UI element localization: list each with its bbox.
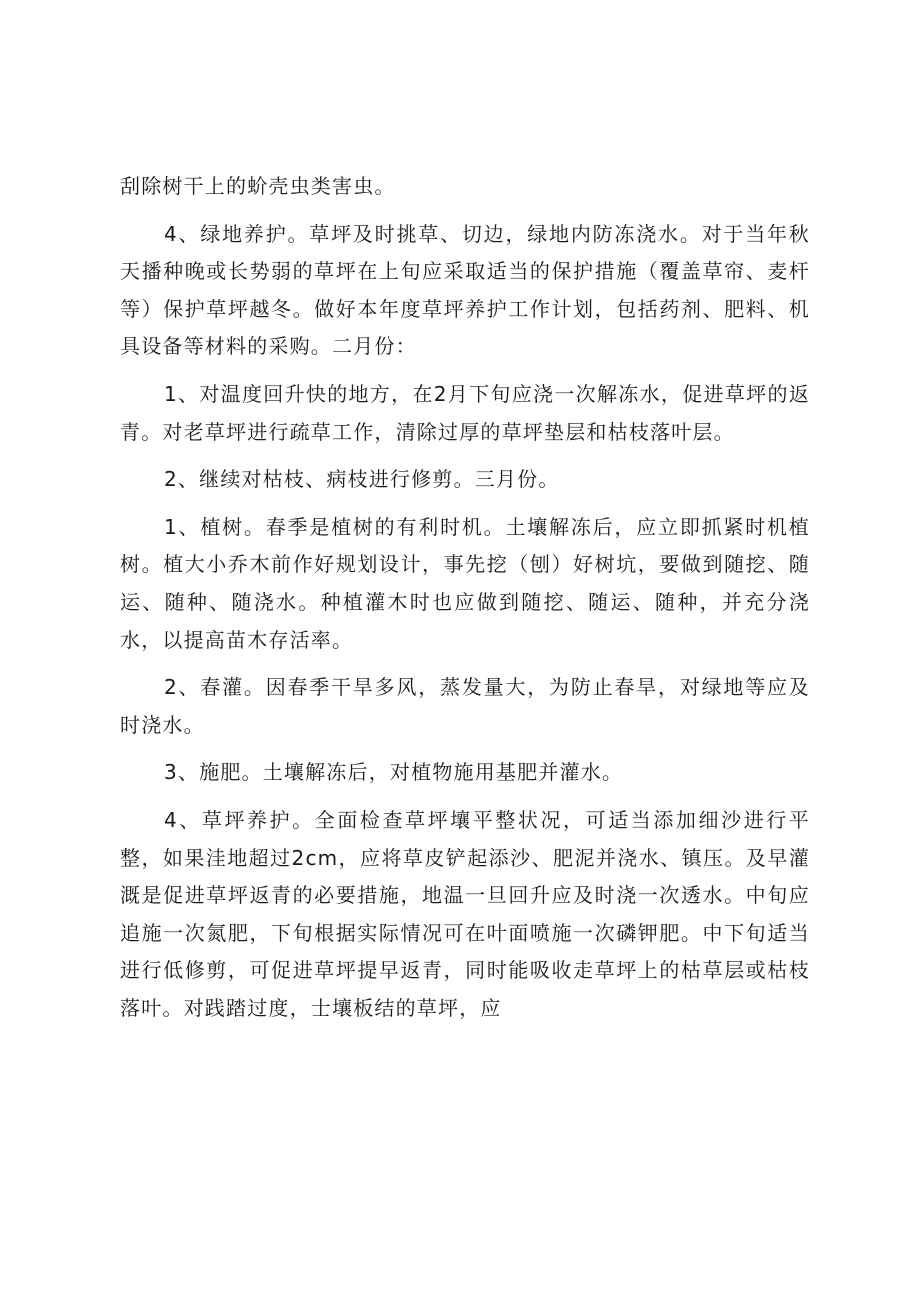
document-body [120,168,810,1027]
paragraph-8: 4、草坪养护。全面检查草坪壤平整状况，可适当添加细沙进行平整，如果洼地超过2cm，应将草皮铲起添沙、肥泥并浇水、镇压。及早灌溉是促进草坪返青的必要措施，地温一旦回升应及时浇一次透水。中旬应追施一次氮肥，下旬根据实际情况可在叶面喷施一次磷钾肥。中下旬适当进行低修剪，可促进草坪提早返青，同时能吸收走草坪上的枯草层或枯枝落叶。对践踏过度，士壤板结的草坪，应 [120,807,810,1020]
paragraph-gap [120,366,810,376]
paragraph-7: 3、施肥。土壤解冻后，对植物施用基肥并灌水。 [164,760,624,785]
paragraph-gap [120,792,810,802]
paragraph-gap [120,744,810,754]
paragraph-2: 4、绿地养护。草坪及时挑草、切边，绿地内防冻浇水。对于当年秋天播种晚或长势弱的草坪在上旬应采取适当的保护措施（覆盖草帘、麦杆等）保护草坪越冬。做好本年度草坪养护工作计划，包括药剂、肥料、机具设备等材料的采购。二月份： [120,221,810,359]
paragraph-gap [120,499,810,509]
paragraph-6: 2、春灌。因春季干旱多风，蒸发量大，为防止春旱，对绿地等应及时浇水。 [120,675,810,737]
paragraph-4: 2、继续对枯枝、病枝进行修剪。三月份。 [164,467,560,492]
paragraph-5: 1、植树。春季是植树的有利时机。土壤解冻后，应立即抓紧时机植树。植大小乔木前作好规划设计，事先挖（刨）好树坑，要做到随挖、随运、随种、随浇水。种植灌木时也应做到随挖、随运、随种，并充分浇水，以提高苗木存活率。 [120,514,810,652]
paragraph-3: 1、对温度回升快的地方，在2月下旬应浇一次解冻水，促进草坪的返青。对老草坪进行疏草工作，清除过厚的草坪垫层和枯枝落叶层。 [120,381,810,444]
paragraph-gap [120,451,810,461]
paragraph-1: 刮除树干上的蚧壳虫类害虫。 [120,174,396,198]
paragraph-gap [120,659,810,669]
paragraph-gap [120,206,810,216]
